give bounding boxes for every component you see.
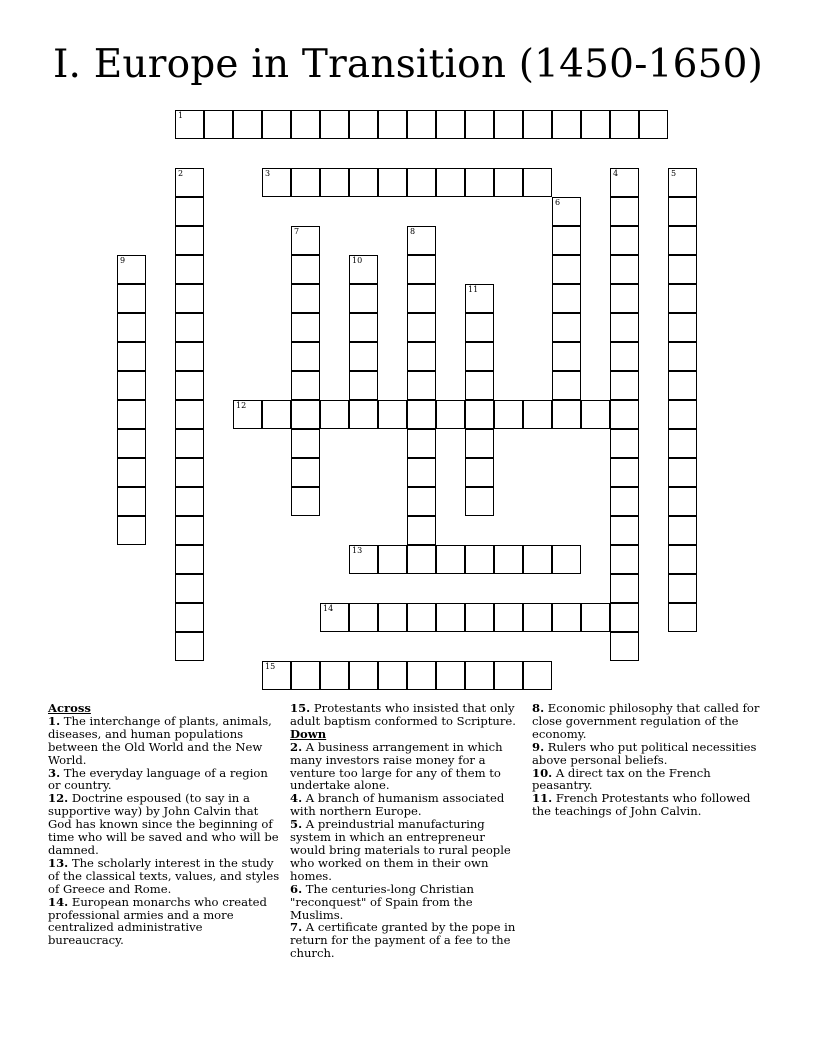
grid-cell[interactable] (436, 603, 465, 632)
grid-cell[interactable] (552, 545, 581, 574)
grid-cell[interactable] (668, 400, 697, 429)
grid-cell[interactable] (349, 284, 378, 313)
clue-item (290, 741, 522, 793)
clue-text: A direct tax on the French peasantry. (532, 765, 711, 793)
grid-cell[interactable] (349, 342, 378, 371)
down-heading: Down (290, 726, 327, 741)
cell-number: 5 (671, 169, 677, 178)
grid-cell[interactable] (291, 226, 320, 255)
grid-cell[interactable] (349, 168, 378, 197)
grid-cell[interactable] (668, 458, 697, 487)
grid-cell[interactable] (175, 574, 204, 603)
grid-cell[interactable] (407, 545, 436, 574)
grid-cell[interactable] (117, 342, 146, 371)
clue-text: Economic philosophy that called for close government regulation of the economy. (532, 701, 760, 741)
clue-number: 15. (290, 701, 311, 715)
grid-cell[interactable] (175, 342, 204, 371)
grid-cell[interactable] (175, 400, 204, 429)
grid-cell[interactable] (610, 284, 639, 313)
grid-cell[interactable] (552, 110, 581, 139)
grid-cell[interactable] (291, 110, 320, 139)
grid-cell[interactable] (378, 400, 407, 429)
grid-cell[interactable] (175, 487, 204, 516)
clues-column-1 (48, 702, 280, 947)
grid-cell[interactable] (465, 168, 494, 197)
clue-item (532, 741, 764, 767)
grid-cell[interactable] (494, 545, 523, 574)
grid-cell[interactable] (320, 603, 349, 632)
grid-cell[interactable] (465, 110, 494, 139)
grid-cell[interactable] (523, 545, 552, 574)
grid-cell[interactable] (175, 545, 204, 574)
grid-cell[interactable] (233, 400, 262, 429)
grid-cell[interactable] (407, 429, 436, 458)
grid-cell[interactable] (407, 661, 436, 690)
clue-text: Doctrine espoused (to say in a supportive way) by John Calvin that God has known since the beginning of time who will be saved and who will be damned. (48, 791, 279, 857)
grid-cell[interactable] (610, 458, 639, 487)
grid-cell[interactable] (349, 661, 378, 690)
clue-item (290, 792, 522, 818)
clue-item (48, 715, 280, 767)
grid-cell[interactable] (262, 661, 291, 690)
grid-cell[interactable] (610, 603, 639, 632)
cell-number: 14 (323, 604, 334, 613)
grid-cell[interactable] (668, 168, 697, 197)
grid-cell[interactable] (465, 284, 494, 313)
grid-cell[interactable] (262, 110, 291, 139)
grid-cell[interactable] (552, 255, 581, 284)
grid-cell[interactable] (552, 284, 581, 313)
grid-cell[interactable] (668, 342, 697, 371)
grid-cell[interactable] (349, 603, 378, 632)
cell-number: 2 (178, 169, 184, 178)
grid-cell[interactable] (175, 255, 204, 284)
grid-cell[interactable] (204, 110, 233, 139)
grid-cell[interactable] (465, 545, 494, 574)
grid-cell[interactable] (494, 168, 523, 197)
grid-cell[interactable] (349, 371, 378, 400)
grid-cell[interactable] (610, 110, 639, 139)
clue-number: 4. (290, 791, 303, 806)
grid-cell[interactable] (465, 429, 494, 458)
clue-item (290, 921, 522, 960)
grid-cell[interactable] (291, 284, 320, 313)
grid-cell[interactable] (407, 313, 436, 342)
cell-number: 4 (613, 169, 619, 178)
clue-item (48, 767, 280, 793)
grid-cell[interactable] (668, 371, 697, 400)
grid-cell[interactable] (117, 371, 146, 400)
grid-cell[interactable] (668, 516, 697, 545)
clue-text: The centuries-long Christian "reconquest" of Spain from the Muslims. (290, 881, 475, 922)
grid-cell[interactable] (494, 603, 523, 632)
grid-cell[interactable] (291, 371, 320, 400)
grid-cell[interactable] (610, 400, 639, 429)
clue-text: The everyday language of a region or country. (48, 765, 268, 793)
grid-cell[interactable] (465, 313, 494, 342)
grid-cell[interactable] (117, 313, 146, 342)
grid-cell[interactable] (465, 603, 494, 632)
grid-cell[interactable] (436, 661, 465, 690)
grid-cell[interactable] (117, 284, 146, 313)
grid-cell[interactable] (407, 400, 436, 429)
grid-cell[interactable] (552, 371, 581, 400)
grid-cell[interactable] (494, 400, 523, 429)
cell-number: 3 (265, 169, 271, 178)
grid-cell[interactable] (668, 226, 697, 255)
clue-item (48, 792, 280, 857)
grid-cell[interactable] (668, 255, 697, 284)
grid-cell[interactable] (175, 516, 204, 545)
grid-cell[interactable] (349, 110, 378, 139)
clue-item (532, 792, 764, 818)
grid-cell[interactable] (407, 458, 436, 487)
grid-cell[interactable] (668, 545, 697, 574)
clues-column-3 (532, 702, 764, 818)
grid-cell[interactable] (668, 574, 697, 603)
grid-cell[interactable] (407, 110, 436, 139)
clue-number: 9. (532, 739, 545, 754)
clue-number: 3. (48, 765, 61, 780)
grid-cell[interactable] (291, 255, 320, 284)
grid-cell[interactable] (610, 487, 639, 516)
grid-cell[interactable] (117, 400, 146, 429)
grid-cell[interactable] (494, 661, 523, 690)
grid-cell[interactable] (552, 400, 581, 429)
clue-item (290, 702, 522, 728)
grid-cell[interactable] (291, 342, 320, 371)
grid-cell[interactable] (610, 226, 639, 255)
cell-number: 8 (410, 227, 416, 236)
cell-number: 10 (352, 256, 363, 265)
grid-cell[interactable] (610, 429, 639, 458)
grid-cell[interactable] (407, 516, 436, 545)
grid-cell[interactable] (175, 313, 204, 342)
grid-cell[interactable] (407, 168, 436, 197)
grid-cell[interactable] (175, 226, 204, 255)
clue-number: 5. (290, 817, 303, 832)
grid-cell[interactable] (610, 574, 639, 603)
grid-cell[interactable] (291, 458, 320, 487)
grid-cell[interactable] (378, 545, 407, 574)
grid-cell[interactable] (291, 487, 320, 516)
grid-cell[interactable] (117, 255, 146, 284)
grid-cell[interactable] (291, 313, 320, 342)
grid-cell[interactable] (117, 487, 146, 516)
grid-cell[interactable] (175, 110, 204, 139)
grid-cell[interactable] (320, 110, 349, 139)
grid-cell[interactable] (349, 545, 378, 574)
clue-text: A certificate granted by the pope in return for the payment of a fee to the church. (290, 920, 516, 961)
page-title: I. Europe in Transition (1450-1650) (52, 42, 764, 87)
grid-cell[interactable] (436, 168, 465, 197)
grid-cell[interactable] (175, 197, 204, 226)
grid-cell[interactable] (552, 313, 581, 342)
grid-cell[interactable] (610, 313, 639, 342)
cell-number: 12 (236, 401, 247, 410)
grid-cell[interactable] (291, 429, 320, 458)
grid-cell[interactable] (117, 429, 146, 458)
clue-text: The scholarly interest in the study of the classical texts, values, and styles of Greece and Rome. (48, 855, 280, 896)
across-heading: Across (48, 701, 91, 715)
grid-cell[interactable] (581, 603, 610, 632)
grid-cell[interactable] (668, 284, 697, 313)
grid-cell[interactable] (465, 371, 494, 400)
grid-cell[interactable] (523, 661, 552, 690)
clue-number: 12. (48, 791, 69, 806)
clue-text: Protestants who insisted that only adult baptism conformed to Scripture. (290, 701, 516, 728)
grid-cell[interactable] (320, 168, 349, 197)
clue-number: 6. (290, 881, 303, 896)
grid-cell[interactable] (668, 429, 697, 458)
grid-cell[interactable] (407, 487, 436, 516)
clue-number: 10. (532, 765, 553, 780)
grid-cell[interactable] (407, 255, 436, 284)
grid-cell[interactable] (465, 400, 494, 429)
grid-cell[interactable] (233, 110, 262, 139)
cell-number: 15 (265, 662, 276, 671)
grid-cell[interactable] (378, 110, 407, 139)
grid-cell[interactable] (465, 487, 494, 516)
grid-cell[interactable] (465, 342, 494, 371)
clue-item (532, 702, 764, 741)
clue-text: A branch of humanism associated with northern Europe. (290, 791, 505, 819)
clue-number: 1. (48, 713, 61, 728)
grid-cell[interactable] (668, 197, 697, 226)
clue-text: Rulers who put political necessities above personal beliefs. (532, 739, 757, 767)
grid-cell[interactable] (407, 342, 436, 371)
grid-cell[interactable] (610, 371, 639, 400)
grid-cell[interactable] (523, 400, 552, 429)
cell-number: 13 (352, 546, 363, 555)
grid-cell[interactable] (407, 371, 436, 400)
grid-cell[interactable] (552, 603, 581, 632)
grid-cell[interactable] (668, 487, 697, 516)
clue-text: A preindustrial manufacturing system in which an entrepreneur would bring materials to rural people who worked on them in their own homes. (290, 817, 511, 883)
grid-cell[interactable] (349, 400, 378, 429)
grid-cell[interactable] (552, 226, 581, 255)
clue-item (290, 818, 522, 883)
cell-number: 9 (120, 256, 126, 265)
clue-item (532, 767, 764, 793)
grid-cell[interactable] (436, 110, 465, 139)
clue-number: 14. (48, 894, 69, 909)
grid-cell[interactable] (407, 603, 436, 632)
clue-number: 11. (532, 791, 553, 806)
grid-cell[interactable] (378, 603, 407, 632)
grid-cell[interactable] (175, 632, 204, 661)
grid-cell[interactable] (291, 400, 320, 429)
clue-number: 8. (532, 701, 545, 715)
clues-column-2 (290, 702, 522, 960)
grid-cell[interactable] (581, 110, 610, 139)
grid-cell[interactable] (291, 168, 320, 197)
grid-cell[interactable] (610, 342, 639, 371)
grid-cell[interactable] (349, 255, 378, 284)
grid-cell[interactable] (552, 197, 581, 226)
grid-cell[interactable] (175, 168, 204, 197)
clue-text: French Protestants who followed the teachings of John Calvin. (532, 791, 751, 819)
grid-cell[interactable] (668, 603, 697, 632)
clue-number: 13. (48, 855, 69, 870)
grid-cell[interactable] (610, 545, 639, 574)
grid-cell[interactable] (262, 400, 291, 429)
cell-number: 7 (294, 227, 300, 236)
grid-cell[interactable] (465, 661, 494, 690)
grid-cell[interactable] (494, 110, 523, 139)
clue-item (48, 896, 280, 948)
grid-cell[interactable] (175, 429, 204, 458)
grid-cell[interactable] (175, 458, 204, 487)
grid-cell[interactable] (436, 400, 465, 429)
grid-cell[interactable] (436, 545, 465, 574)
grid-cell[interactable] (117, 516, 146, 545)
grid-cell[interactable] (581, 400, 610, 429)
grid-cell[interactable] (262, 168, 291, 197)
grid-cell[interactable] (320, 400, 349, 429)
cell-number: 11 (468, 285, 479, 294)
cell-number: 1 (178, 111, 184, 120)
clue-text: European monarchs who created professional armies and a more centralized administrative bureaucracy. (48, 894, 267, 948)
grid-cell[interactable] (175, 603, 204, 632)
grid-cell[interactable] (610, 632, 639, 661)
cell-number: 6 (555, 198, 561, 207)
grid-cell[interactable] (610, 516, 639, 545)
grid-cell[interactable] (465, 458, 494, 487)
grid-cell[interactable] (349, 313, 378, 342)
clue-number: 2. (290, 739, 303, 754)
grid-cell[interactable] (668, 313, 697, 342)
grid-cell[interactable] (523, 110, 552, 139)
grid-cell[interactable] (117, 458, 146, 487)
grid-cell[interactable] (378, 168, 407, 197)
grid-cell[interactable] (291, 661, 320, 690)
clue-item (48, 857, 280, 896)
grid-cell[interactable] (610, 255, 639, 284)
grid-cell[interactable] (552, 342, 581, 371)
clue-text: The interchange of plants, animals, diseases, and human populations between the Old World and the New World. (48, 713, 272, 767)
grid-cell[interactable] (175, 371, 204, 400)
grid-cell[interactable] (610, 168, 639, 197)
grid-cell[interactable] (320, 661, 349, 690)
clue-text: A business arrangement in which many investors raise money for a venture too large for any of them to undertake alone. (290, 739, 503, 793)
grid-cell[interactable] (639, 110, 668, 139)
grid-cell[interactable] (523, 603, 552, 632)
grid-cell[interactable] (407, 226, 436, 255)
grid-cell[interactable] (610, 197, 639, 226)
grid-cell[interactable] (523, 168, 552, 197)
clue-item (290, 883, 522, 922)
clue-number: 7. (290, 920, 303, 935)
grid-cell[interactable] (407, 284, 436, 313)
grid-cell[interactable] (175, 284, 204, 313)
grid-cell[interactable] (378, 661, 407, 690)
